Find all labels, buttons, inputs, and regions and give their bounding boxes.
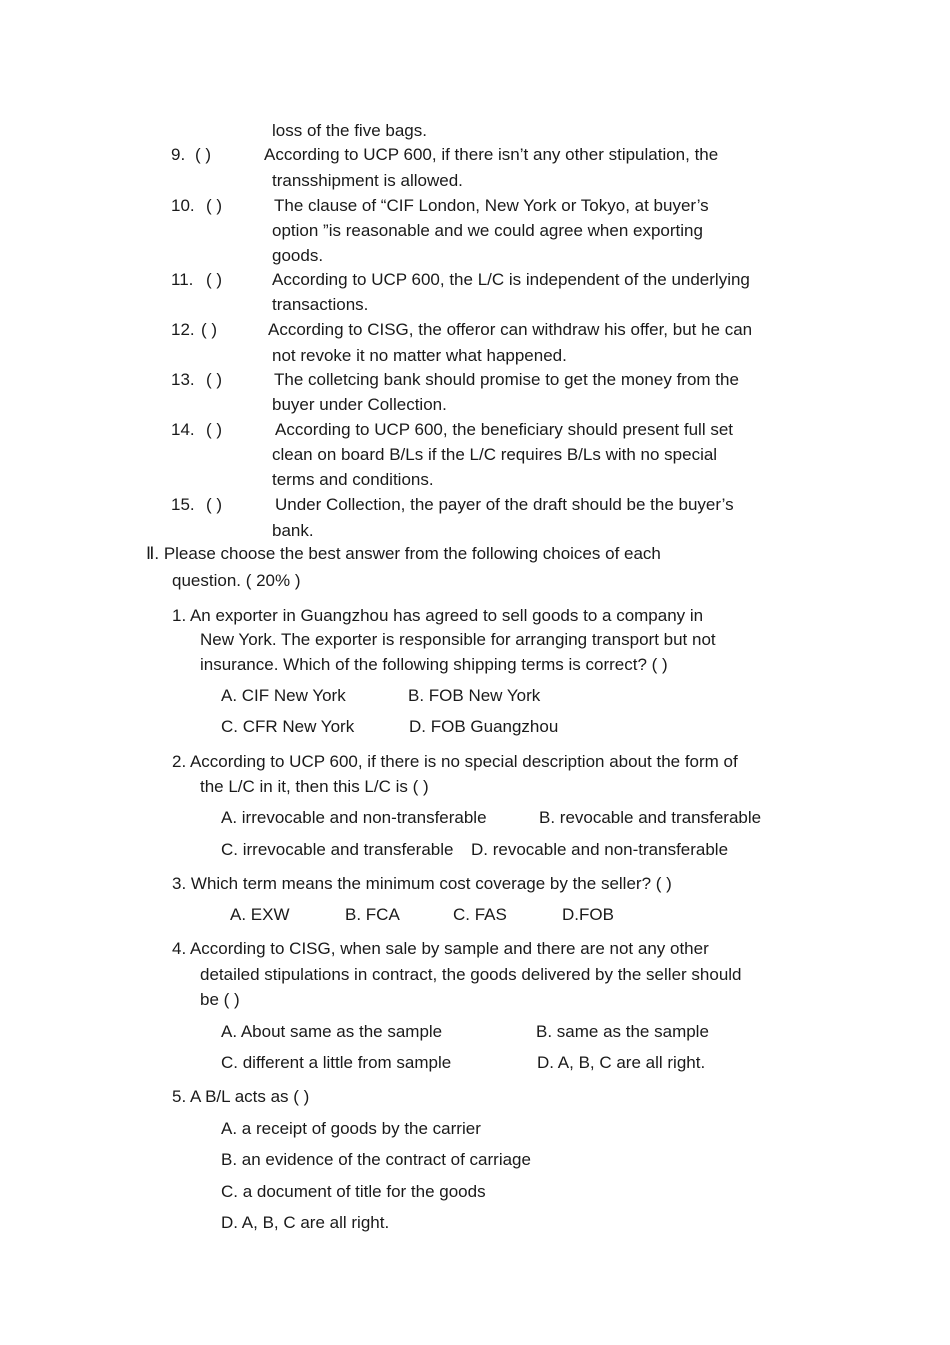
option-a[interactable]: A. CIF New York: [221, 686, 346, 705]
tf-item-11-text: transactions.: [272, 295, 369, 314]
carry-over-line: loss of the five bags.: [272, 121, 427, 140]
tf-item-12-number: 12.: [171, 320, 195, 339]
option-d[interactable]: D. FOB Guangzhou: [409, 717, 559, 736]
tf-item-14-number: 14.: [171, 420, 195, 439]
option-c[interactable]: C. CFR New York: [221, 717, 355, 736]
tf-item-15-number: 15.: [171, 495, 195, 514]
tf-item-11-number: 11.: [171, 270, 194, 289]
option-b[interactable]: B. FOB New York: [408, 686, 541, 705]
answer-blank[interactable]: ( ): [206, 420, 223, 439]
tf-item-9-number: 9.: [171, 145, 186, 164]
tf-item-13-number: 13.: [171, 370, 195, 389]
tf-item-11-text: According to UCP 600, the L/C is independent of the underlying: [272, 270, 750, 289]
option-a[interactable]: A. EXW: [230, 905, 290, 924]
answer-blank[interactable]: ( ): [201, 320, 218, 339]
answer-blank[interactable]: ( ): [206, 370, 223, 389]
answer-blank[interactable]: ( ): [195, 145, 212, 164]
option-d[interactable]: D.FOB: [562, 905, 614, 924]
question-3-text[interactable]: 3. Which term means the minimum cost coverage by the seller? ( ): [172, 874, 672, 893]
tf-item-10-text: goods.: [272, 246, 324, 265]
tf-item-12-text: According to CISG, the offeror can withdraw his offer, but he can: [268, 320, 753, 339]
tf-item-15-text: Under Collection, the payer of the draft should be the buyer’s: [275, 495, 734, 514]
option-c[interactable]: C. different a little from sample: [221, 1053, 452, 1072]
tf-item-10-text: option ”is reasonable and we could agree when exporting: [272, 221, 703, 240]
option-b[interactable]: B. an evidence of the contract of carriage: [221, 1150, 531, 1169]
question-1-text[interactable]: insurance. Which of the following shipping terms is correct? ( ): [200, 655, 668, 674]
tf-item-12-text: not revoke it no matter what happened.: [272, 346, 567, 365]
answer-blank[interactable]: ( ): [206, 196, 223, 215]
section-heading-continued: question. ( 20% ): [172, 571, 301, 590]
tf-item-9-text: transshipment is allowed.: [272, 171, 463, 190]
option-a[interactable]: A. a receipt of goods by the carrier: [221, 1119, 481, 1138]
option-a[interactable]: A. irrevocable and non-transferable: [221, 808, 487, 827]
option-b[interactable]: B. FCA: [345, 905, 400, 924]
section-heading: Ⅱ. Please choose the best answer from the following choices of each: [146, 544, 661, 563]
tf-item-10-number: 10.: [171, 196, 195, 215]
option-b[interactable]: B. same as the sample: [536, 1022, 709, 1041]
tf-item-15-text: bank.: [272, 521, 314, 540]
question-4-text: 4. According to CISG, when sale by sample and there are not any other: [172, 939, 709, 958]
option-c[interactable]: C. irrevocable and transferable: [221, 840, 454, 859]
tf-item-13-text: buyer under Collection.: [272, 395, 447, 414]
tf-item-14-text: According to UCP 600, the beneficiary should present full set: [275, 420, 734, 439]
question-1-text: New York. The exporter is responsible for arranging transport but not: [200, 630, 716, 649]
tf-item-9-text: According to UCP 600, if there isn’t any other stipulation, the: [264, 145, 719, 164]
answer-blank[interactable]: ( ): [206, 270, 223, 289]
option-d[interactable]: D. A, B, C are all right.: [537, 1053, 706, 1072]
option-d[interactable]: D. revocable and non-transferable: [471, 840, 729, 859]
question-2-text[interactable]: the L/C in it, then this L/C is ( ): [200, 777, 429, 796]
answer-blank[interactable]: ( ): [206, 495, 223, 514]
tf-item-13-text: The colletcing bank should promise to get the money from the: [274, 370, 739, 389]
option-c[interactable]: C. a document of title for the goods: [221, 1182, 486, 1201]
question-4-text: detailed stipulations in contract, the goods delivered by the seller should: [200, 965, 742, 984]
question-2-text: 2. According to UCP 600, if there is no special description about the form of: [172, 752, 738, 771]
option-d[interactable]: D. A, B, C are all right.: [221, 1213, 390, 1232]
tf-item-14-text: terms and conditions.: [272, 470, 434, 489]
question-4-text[interactable]: be ( ): [200, 990, 240, 1009]
option-b[interactable]: B. revocable and transferable: [539, 808, 762, 827]
tf-item-10-text: The clause of “CIF London, New York or Tokyo, at buyer’s: [274, 196, 709, 215]
tf-item-14-text: clean on board B/Ls if the L/C requires B/Ls with no special: [272, 445, 718, 464]
option-a[interactable]: A. About same as the sample: [221, 1022, 443, 1041]
question-5-text[interactable]: 5. A B/L acts as ( ): [172, 1087, 310, 1106]
question-1-text: 1. An exporter in Guangzhou has agreed to sell goods to a company in: [172, 606, 704, 625]
option-c[interactable]: C. FAS: [453, 905, 507, 924]
